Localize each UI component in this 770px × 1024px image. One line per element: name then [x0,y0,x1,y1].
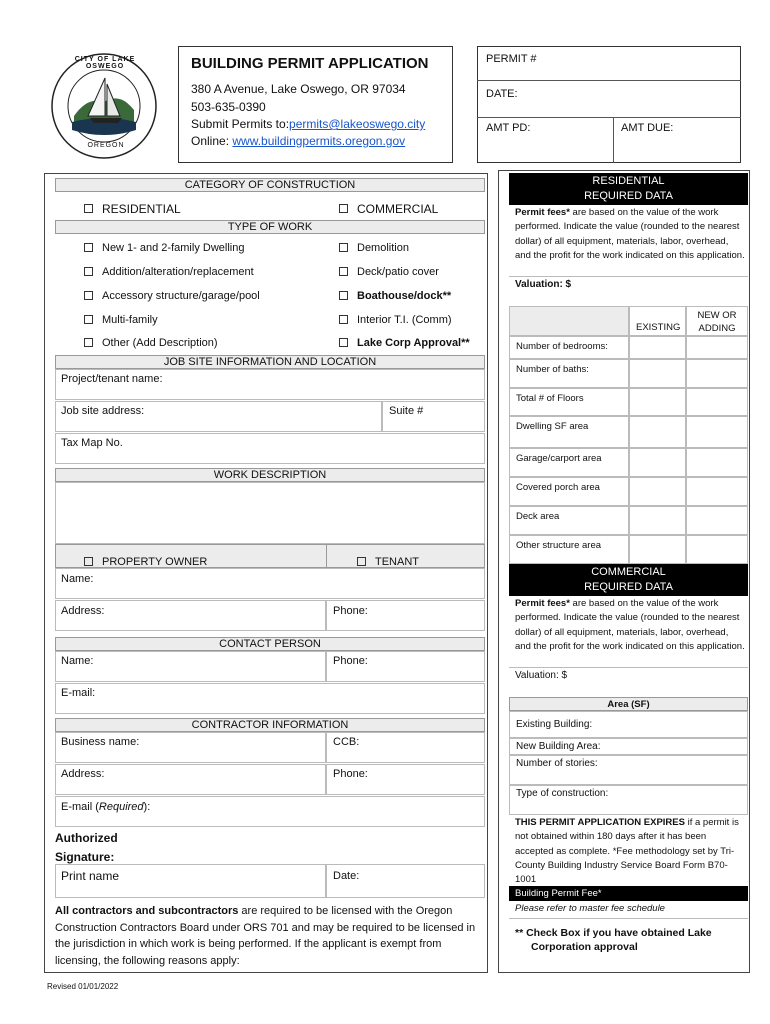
res-row-new-input[interactable] [686,336,748,359]
work-boathouse-label: Boathouse/dock** [357,290,452,302]
res-row-new-input[interactable] [686,448,748,477]
residential-fees-text: Permit fees* are based on the value of the work performed. Indicate the value (rounded to the nearest dollar) of all equipment, materials, labor, overhead, and the profit for the work indicated on this application. [515,207,745,261]
residential-data-title: RESIDENTIAL [592,175,665,187]
work-interior-ti-label: Interior T.I. (Comm) [357,314,452,326]
job-address-label: Job site address: [61,405,145,417]
business-name-field[interactable] [55,732,326,763]
amt-due-field[interactable]: AMT DUE: [621,122,674,134]
type-title: TYPE OF WORK [227,221,313,233]
revised-date: Revised 01/01/2022 [47,982,119,991]
res-row-label [509,336,629,359]
tenant-label: TENANT [375,556,419,568]
res-row-label [509,506,629,535]
office-date-field[interactable]: DATE: [486,88,518,100]
online-permits-link[interactable]: www.buildingpermits.oregon.gov [232,134,406,148]
work-demolition-label: Demolition [357,242,409,254]
contact-email-field[interactable] [55,683,485,714]
online-label: Online: [191,134,230,148]
ccb-label: CCB: [333,736,360,748]
work-accessory-label: Accessory structure/garage/pool [102,290,260,302]
signature-date-field[interactable] [326,864,485,898]
new-building-label: New Building Area: [516,741,601,752]
stories-field[interactable] [509,755,748,785]
existing-column-header: EXISTING [636,322,681,333]
construction-type-field[interactable] [509,785,748,815]
suite-field[interactable] [382,401,485,432]
work-deck-patio-label: Deck/patio cover [357,266,439,278]
property-owner-label: PROPERTY OWNER [102,556,208,568]
fee-note: Please refer to master fee schedule [515,903,665,914]
logo-text-top: CITY OF LAKE OSWEGO [74,56,136,70]
residential-checkbox[interactable] [84,202,181,216]
new-adding-column-header: NEW OR ADDING [686,306,748,336]
contact-title: CONTACT PERSON [219,638,321,650]
commercial-data-subtitle: REQUIRED DATA [584,581,673,593]
submit-line [191,117,425,131]
existing-building-label: Existing Building: [516,719,593,730]
residential-valuation-field[interactable] [509,276,748,304]
submit-label: Submit Permits to: [191,117,290,131]
building-permit-fee-label: Building Permit Fee* [515,888,602,899]
stories-label: Number of stories: [516,758,598,769]
res-row-label [509,477,629,506]
page-title: BUILDING PERMIT APPLICATION [191,55,429,72]
res-row-label [509,535,629,564]
res-row-new-input[interactable] [686,506,748,535]
res-row-existing-input[interactable] [629,506,686,535]
work-other-label: Other (Add Description) [102,337,218,349]
residential-label: RESIDENTIAL [102,202,181,216]
work-other[interactable] [84,337,218,349]
work-lake-corp[interactable] [339,337,470,349]
amt-paid-field[interactable]: AMT PD: [486,122,531,134]
online-line [191,134,405,148]
res-row-existing-input[interactable] [629,359,686,388]
tax-map-field[interactable] [55,433,485,464]
contractor-email-label: E-mail (Required): [61,801,151,813]
work-deck-patio[interactable] [339,266,439,278]
work-interior-ti[interactable] [339,314,452,326]
ccb-field[interactable] [326,732,485,763]
signature-label: Signature: [55,850,115,864]
work-accessory[interactable] [84,290,260,302]
owner-address-field[interactable] [55,600,326,631]
res-row-existing-input[interactable] [629,535,686,564]
project-name-field[interactable] [55,369,485,400]
res-row-existing-input[interactable] [629,388,686,416]
res-row-new-input[interactable] [686,359,748,388]
work-new-dwelling[interactable] [84,242,244,254]
res-row-label-text: Covered porch area [516,482,600,493]
work-demolition[interactable] [339,242,409,254]
expiration-notice: THIS PERMIT APPLICATION EXPIRES if a permit is not obtained within 180 days after it has been accepted as complete. *Fee methodology set by Tri-County Building Industry Service Board Form B70-1001 [515,817,739,886]
residential-data-subtitle: REQUIRED DATA [584,190,673,202]
tenant-checkbox[interactable] [357,556,419,568]
owner-address-label: Address: [61,605,105,617]
category-title: CATEGORY OF CONSTRUCTION [184,179,356,191]
res-row-label-text: Total # of Floors [516,393,584,404]
commercial-checkbox[interactable] [339,202,438,216]
print-name-field[interactable] [55,864,326,898]
work-boathouse[interactable] [339,290,451,302]
work-desc-title: WORK DESCRIPTION [213,469,327,481]
contractor-phone-label: Phone: [333,768,368,780]
existing-building-field[interactable] [509,711,748,738]
contractor-email-field[interactable] [55,796,485,827]
res-row-label [509,388,629,416]
contact-email-label: E-mail: [61,687,96,699]
res-row-label [509,448,629,477]
work-addition-label: Addition/alteration/replacement [102,266,254,278]
res-row-label-text: Dwelling SF area [516,421,589,432]
construction-type-label: Type of construction: [516,788,609,799]
contact-name-label: Name: [61,655,94,667]
res-row-label-text: Number of baths: [516,364,589,375]
permits-email-link[interactable]: permits@lakeoswego.city [289,117,426,131]
res-row-new-input[interactable] [686,416,748,448]
project-name-label: Project/tenant name: [61,373,163,385]
contact-phone-label: Phone: [333,655,368,667]
licensing-notice: All contractors and subcontractors are required to be licensed with the Oregon Construction Contractors Board under ORS 701 and may be required to be licensed in the jurisdiction in which work is being performed. If the applicant is exempt from licensing, the following reasons apply: [55,905,476,967]
res-row-new-input[interactable] [686,388,748,416]
lake-corp-note-line2: Corporation approval [531,941,638,953]
work-description-area[interactable] [55,482,485,544]
commercial-valuation-label: Valuation: $ [515,670,568,681]
lake-corp-note[interactable] [515,926,745,954]
res-row-label [509,359,629,388]
business-name-label: Business name: [61,736,140,748]
res-row-label-text: Number of bedrooms: [516,341,608,352]
tax-map-label: Tax Map No. [61,437,123,449]
res-row-existing-input[interactable] [629,477,686,506]
contact-phone-field[interactable] [326,651,485,682]
lake-corp-note-line1: ** Check Box if you have obtained Lake [515,927,712,939]
commercial-data-title: COMMERCIAL [591,566,666,578]
commercial-data-header [509,564,748,596]
contractor-title: CONTRACTOR INFORMATION [191,719,349,731]
authorized-label: Authorized [55,831,118,845]
work-new-dwelling-label: New 1- and 2-family Dwelling [102,242,245,254]
res-row-existing-input[interactable] [629,336,686,359]
res-row-existing-input[interactable] [629,416,686,448]
residential-data-header [509,173,748,205]
commercial-label: COMMERCIAL [357,202,439,216]
work-multi-family-label: Multi-family [102,314,158,326]
owner-phone-label: Phone: [333,605,368,617]
permit-number-field[interactable]: PERMIT # [486,53,537,65]
signature-date-label: Date: [333,870,360,882]
job-address-field[interactable] [55,401,382,432]
owner-name-label: Name: [61,573,94,585]
res-row-new-input[interactable] [686,535,748,564]
res-row-label-text: Other structure area [516,540,602,551]
res-row-new-input[interactable] [686,477,748,506]
res-row-label [509,416,629,448]
res-row-existing-input[interactable] [629,448,686,477]
contractor-phone-field[interactable] [326,764,485,795]
contractor-address-field[interactable] [55,764,326,795]
commercial-fees-text: Permit fees* are based on the value of the work performed. Indicate the value (rounded to the nearest dollar) of all equipment, materials, labor, overhead, and the profit for the work indicated on this application. [515,598,745,652]
work-lake-corp-label: Lake Corp Approval** [357,337,470,349]
work-multi-family[interactable] [84,314,158,326]
commercial-valuation-field[interactable] [509,667,748,695]
contractor-address-label: Address: [61,768,105,780]
logo-text-bottom: OREGON [87,142,125,149]
address-line: 380 A Avenue, Lake Oswego, OR 97034 [191,82,406,96]
suite-label: Suite # [389,405,424,417]
res-row-label-text: Garage/carport area [516,453,602,464]
owner-name-field[interactable] [55,568,485,599]
phone-line: 503-635-0390 [191,100,266,114]
work-addition[interactable] [84,266,254,278]
area-header [509,697,748,711]
res-row-label-text: Deck area [516,511,560,522]
area-header-label: Area (SF) [607,699,650,710]
property-owner-checkbox[interactable] [84,556,207,568]
contact-name-field[interactable] [55,651,326,682]
owner-phone-field[interactable] [326,600,485,631]
residential-valuation-label: Valuation: $ [515,279,572,290]
building-permit-fee-bar [509,886,748,901]
print-name-label: Print name [61,869,120,883]
job-site-title: JOB SITE INFORMATION AND LOCATION [163,356,377,368]
new-building-field[interactable] [509,738,748,755]
